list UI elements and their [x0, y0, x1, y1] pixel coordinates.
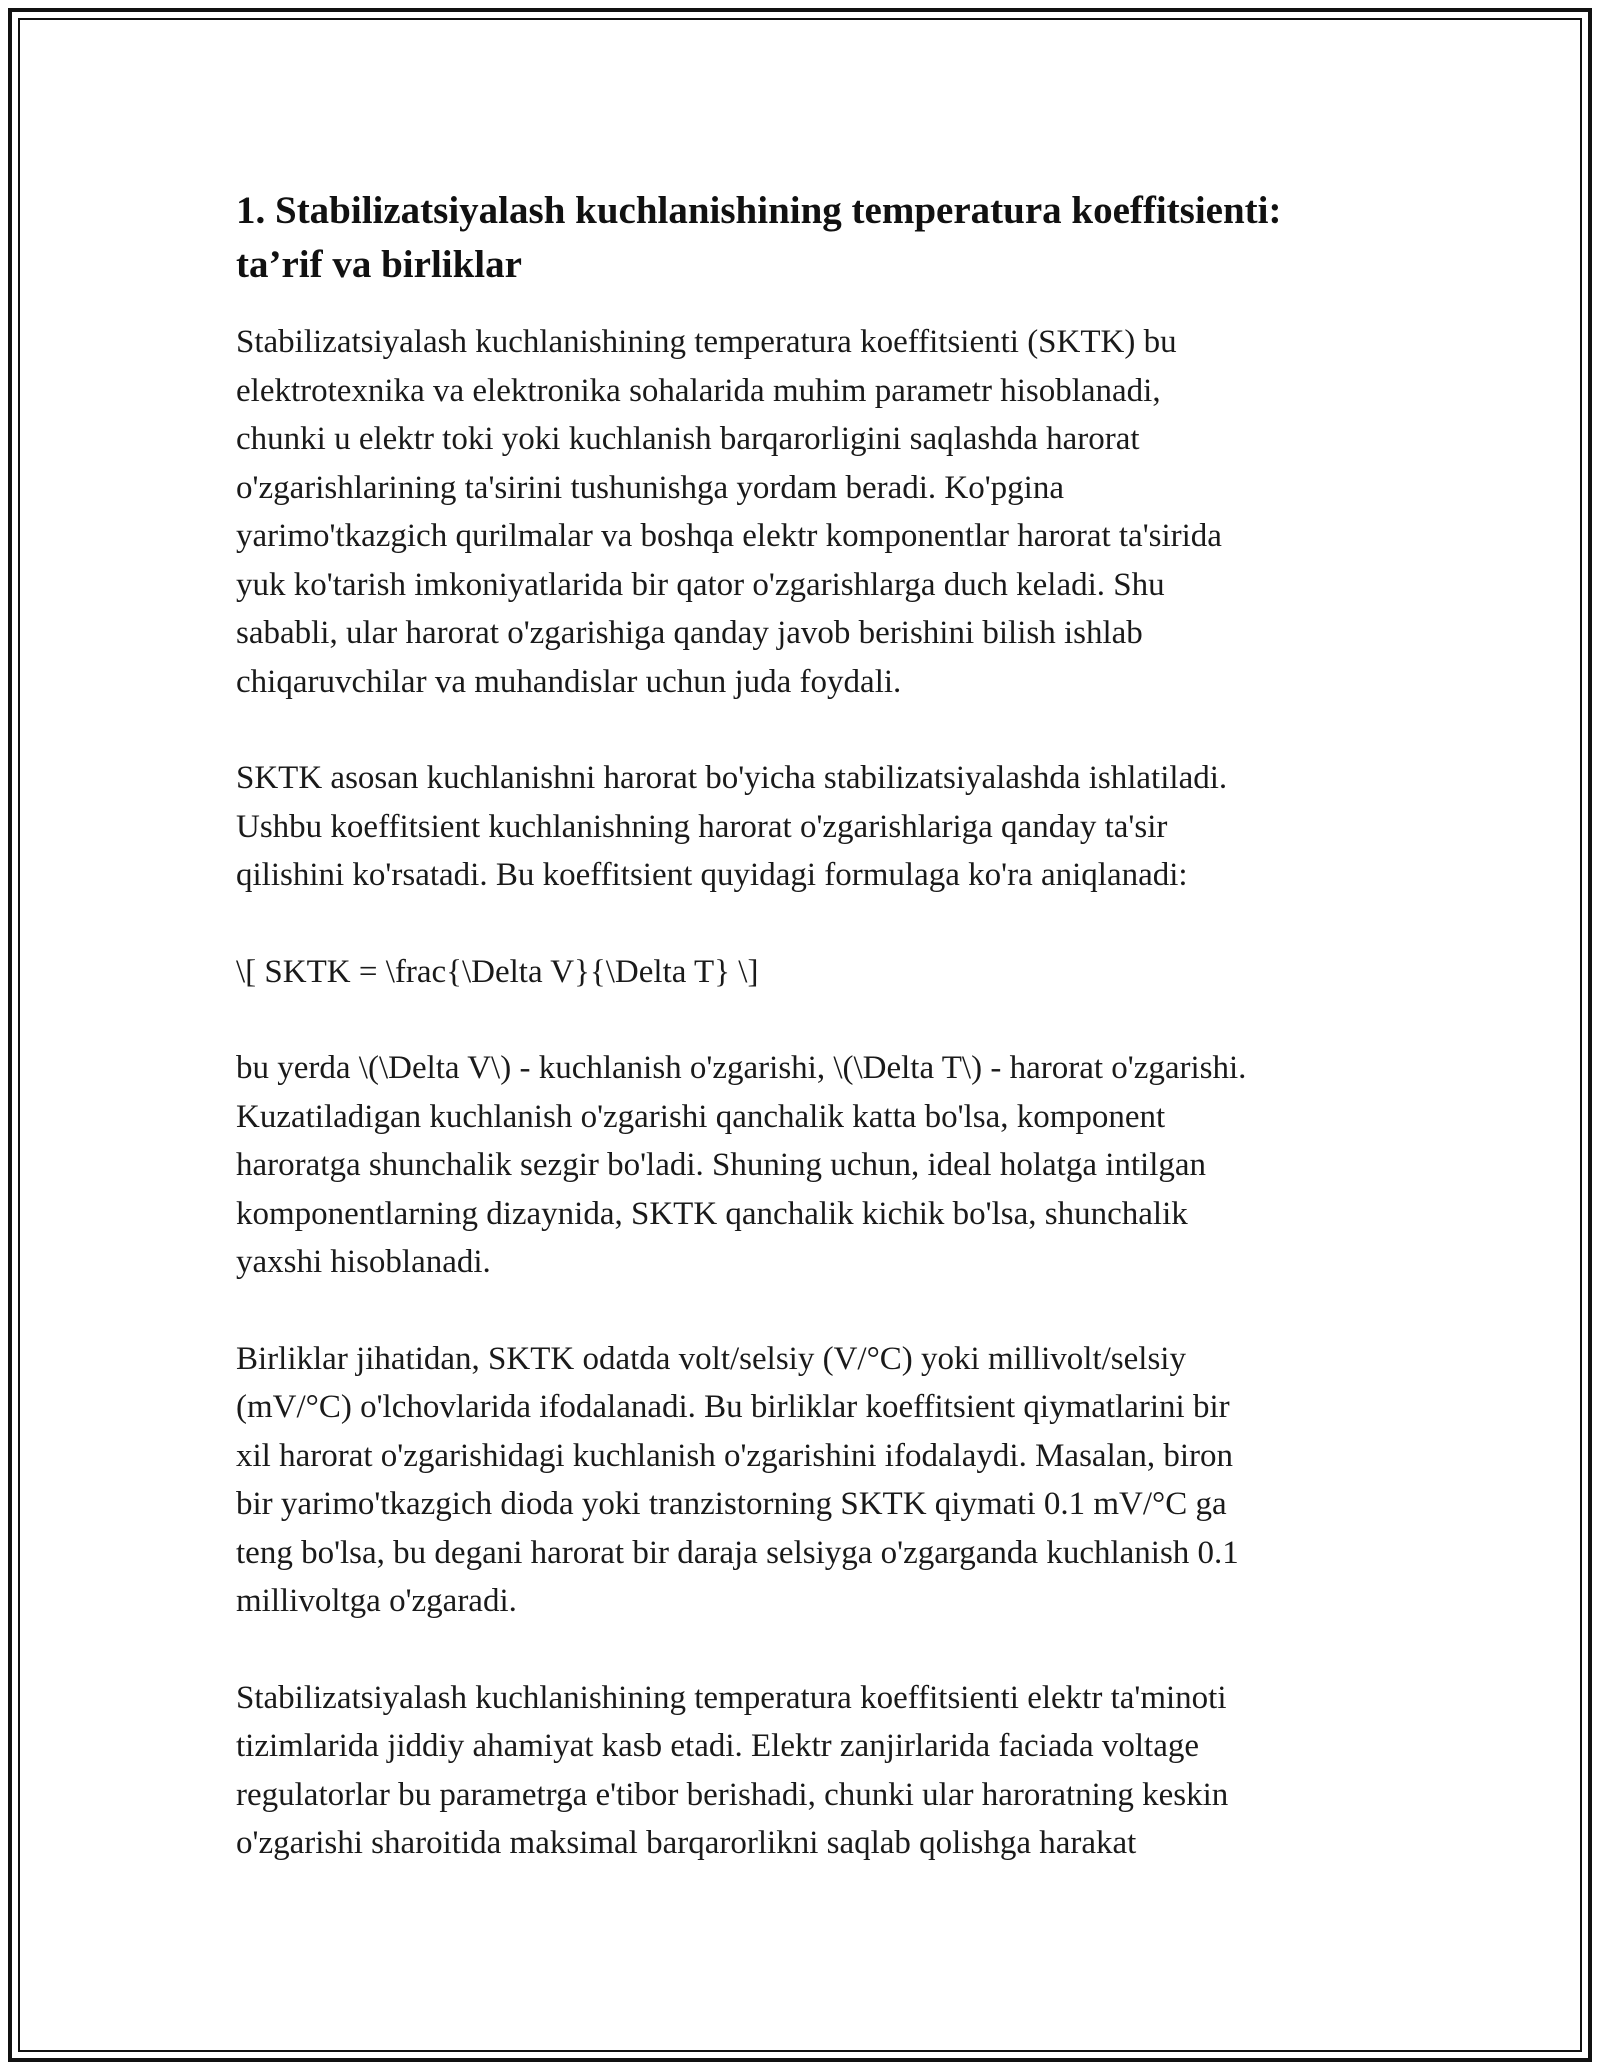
- paragraph-intro: Stabilizatsiyalash kuchlanishining temperatura koeffitsienti (SKTK) bu elektrotexnika va elektronika sohalarida muhim parametr hisoblanadi, chunki u elektr toki yoki kuchlanish barqarorligini saqlashda harorat o'zgarishlarining ta'sirini tushunishga yordam beradi. Ko'pgina yarimo'tkazgich qurilmalar va boshqa elektr komponentlar harorat ta'sirida yuk ko'tarish imkoniyatlarida bir qator o'zgarishlarga duch keladi. Shu sababli, ular harorat o'zgarishiga qanday javob berishini bilish ishlab chiqaruvchilar va muhandislar uchun juda foydali.: [236, 324, 1222, 700]
- section-heading: 1. Stabilizatsiyalash kuchlanishining temperatura koeffitsienti: ta’rif va birliklar: [236, 189, 1282, 286]
- paragraph-explanation: bu yerda \(\Delta V\) - kuchlanish o'zgarishi, \(\Delta T\) - harorat o'zgarishi. Kuzatiladigan kuchlanish o'zgarishi qanchalik katta bo'lsa, komponent haroratga shunchalik sezgir bo'ladi. Shuning uchun, ideal holatga intilgan komponentlarning dizaynida, SKTK qanchalik kichik bo'lsa, shunchalik yaxshi hisoblanadi.: [236, 1050, 1247, 1280]
- document-body: [236, 184, 1376, 1916]
- paragraph-units: Birliklar jihatidan, SKTK odatda volt/selsiy (V/°C) yoki millivolt/selsiy (mV/°C) o'lchovlarida ifodalanadi. Bu birliklar koeffitsient qiymatlarini bir xil harorat o'zgarishidagi kuchlanish o'zgarishini ifodalaydi. Masalan, biron bir yarimo'tkazgich dioda yoki tranzistorning SKTK qiymati 0.1 mV/°C ga teng bo'lsa, bu degani harorat bir daraja selsiyga o'zgarganda kuchlanish 0.1 millivoltga o'zgaradi.: [236, 1340, 1239, 1619]
- formula-sktk: \[ SKTK = \frac{\Delta V}{\Delta T} \]: [236, 953, 759, 990]
- paragraph-usage: SKTK asosan kuchlanishni harorat bo'yicha stabilizatsiyalashda ishlatiladi. Ushbu koeffitsient kuchlanishning harorat o'zgarishlariga qanday ta'sir qilishini ko'rsatadi. Bu koeffitsient quyidagi formulaga ko'ra aniqlanadi:: [236, 760, 1228, 893]
- paragraph-significance: Stabilizatsiyalash kuchlanishining temperatura koeffitsienti elektr ta'minoti tizimlarida jiddiy ahamiyat kasb etadi. Elektr zanjirlarida faciada voltage regulatorlar bu parametrga e'tibor berishadi, chunki ular haroratning keskin o'zgarishi sharoitida maksimal barqarorlikni saqlab qolishga harakat: [236, 1679, 1229, 1861]
